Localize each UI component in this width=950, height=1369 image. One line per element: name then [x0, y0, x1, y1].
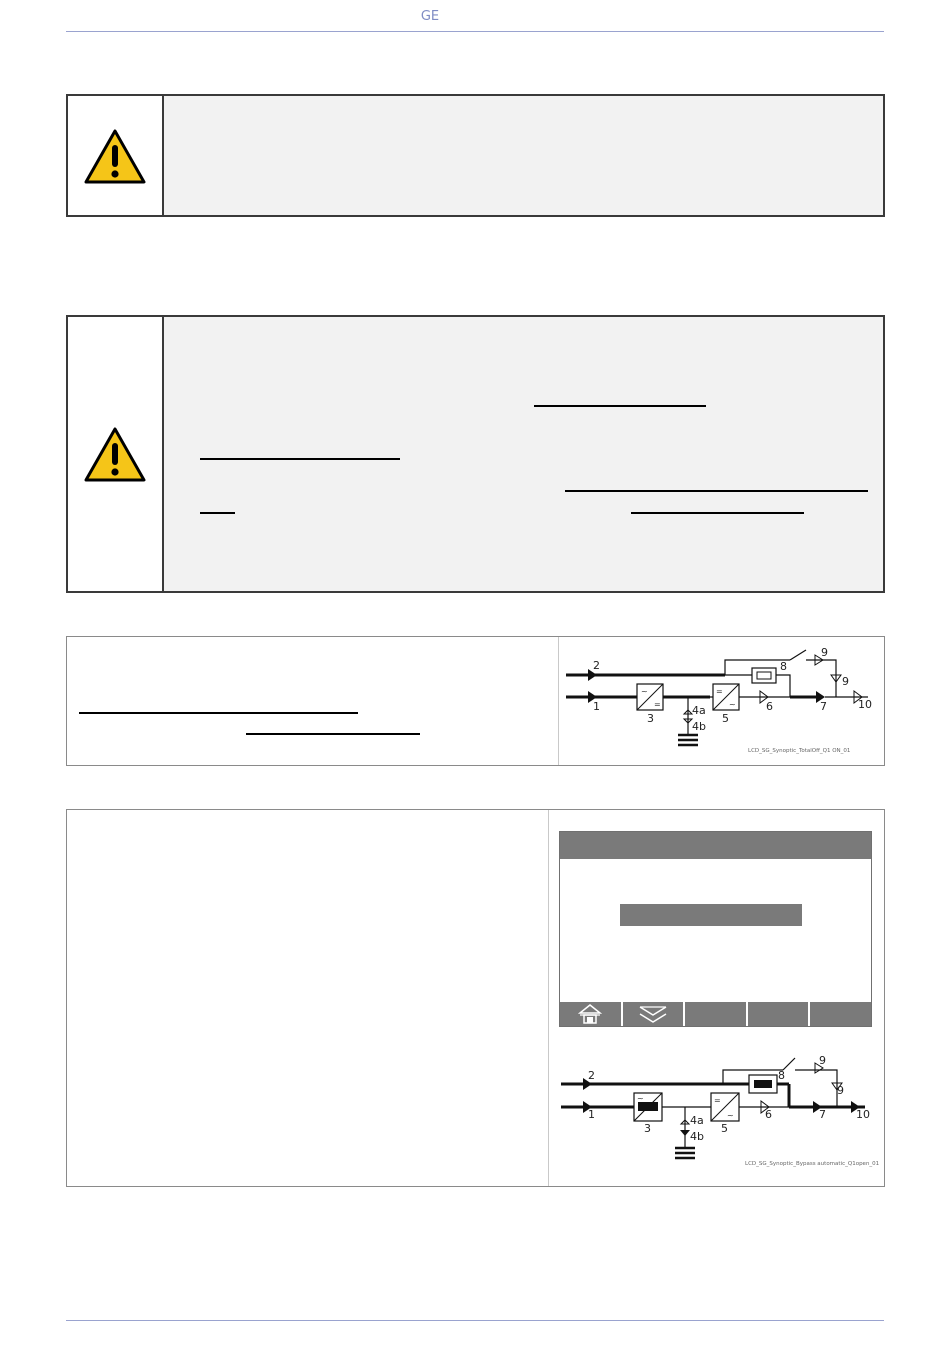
svg-text:=: =: [654, 700, 661, 709]
diagram-label: 6: [765, 1108, 772, 1121]
warning-icon-cell: [68, 317, 164, 591]
warning-box-1: [66, 94, 885, 217]
header-rule: [66, 31, 884, 32]
lcd-softkey-bar: [560, 1002, 871, 1026]
link-underline: [534, 405, 706, 407]
diagram-label: 5: [721, 1122, 728, 1135]
page-header-title: GE: [420, 9, 440, 24]
diagram-label: 3: [644, 1122, 651, 1135]
diagram-label: 9: [819, 1054, 826, 1067]
diagram-label: 7: [819, 1108, 826, 1121]
diagram-label: 5: [722, 712, 729, 725]
home-icon: [578, 1004, 602, 1024]
link-underline: [631, 512, 804, 514]
warning-text-area: [164, 317, 883, 591]
warning-triangle-icon: [83, 128, 147, 186]
link-underline: [246, 733, 420, 735]
diagram-label: 2: [593, 659, 600, 672]
lcd-softkey-5[interactable]: [810, 1002, 871, 1026]
diagram-label: 4a: [690, 1114, 704, 1127]
diagram-label: 10: [858, 698, 872, 711]
diagram-label: 9: [821, 646, 828, 659]
lcd-softkey-home[interactable]: [560, 1002, 623, 1026]
diagram-label: 9: [842, 675, 849, 688]
lcd-title-bar: [560, 832, 871, 859]
diagram-label: 1: [593, 700, 600, 713]
link-underline: [200, 458, 400, 460]
svg-text:~: ~: [729, 700, 736, 709]
link-underline: [79, 712, 358, 714]
lcd-screen: [559, 831, 872, 1027]
footer-rule: [66, 1320, 884, 1321]
diagram-caption: LCD_SG_Synoptic_Bypass automatic_Q1open_01: [745, 1161, 880, 1167]
svg-text:~: ~: [727, 1111, 734, 1120]
panel-divider: [548, 810, 549, 1186]
diagram-label: 9: [837, 1084, 844, 1097]
svg-text:=: =: [716, 687, 723, 696]
diagram-label: 4b: [690, 1130, 704, 1143]
warning-text-area: [164, 96, 883, 215]
diagram-caption: LCD_SG_Synoptic_TotalOff_Q1 ON_01: [748, 748, 851, 754]
diagram-label: 8: [778, 1069, 785, 1082]
svg-text:~: ~: [637, 1094, 644, 1103]
diagram-label: 7: [820, 700, 827, 713]
lcd-softkey-3[interactable]: [685, 1002, 748, 1026]
chevron-double-down-icon: [638, 1004, 668, 1024]
link-underline: [200, 512, 235, 514]
diagram-label: 4b: [692, 720, 706, 733]
diagram-label: 4a: [692, 704, 706, 717]
diagram-label: 3: [647, 712, 654, 725]
lcd-softkey-scroll-down[interactable]: [623, 1002, 686, 1026]
diagram-label: 2: [588, 1069, 595, 1082]
diagram-label: 1: [588, 1108, 595, 1121]
link-underline: [565, 490, 868, 492]
svg-text:~: ~: [641, 687, 648, 696]
warning-icon-cell: [68, 96, 164, 215]
synoptic-diagram-bypass-automatic: [555, 1050, 880, 1172]
diagram-label: 6: [766, 700, 773, 713]
warning-box-2: [66, 315, 885, 593]
synoptic-diagram-total-off: [560, 640, 880, 762]
lcd-softkey-4[interactable]: [748, 1002, 811, 1026]
panel-divider: [558, 637, 559, 765]
warning-triangle-icon: [83, 426, 147, 484]
diagram-label: 10: [856, 1108, 870, 1121]
lcd-selection-bar[interactable]: [620, 904, 802, 926]
diagram-label: 8: [780, 660, 787, 673]
svg-text:=: =: [714, 1096, 721, 1105]
